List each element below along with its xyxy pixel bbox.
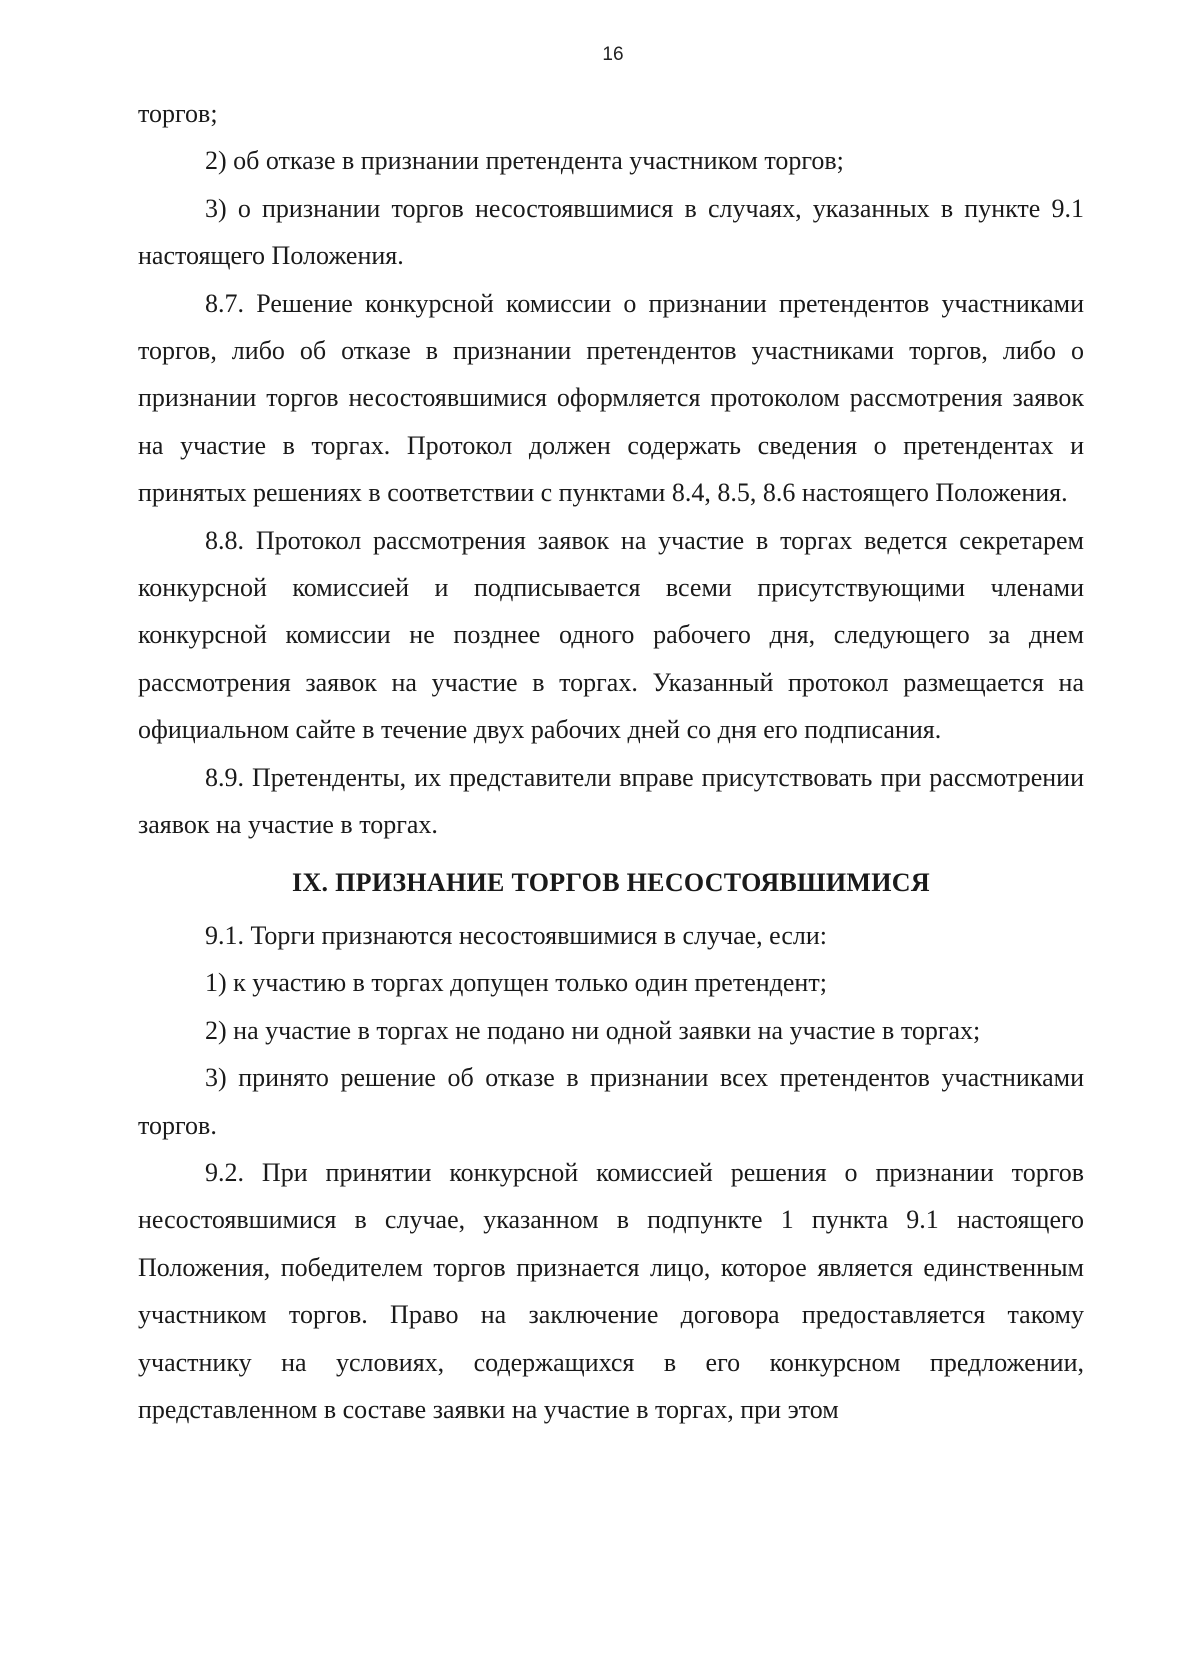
page-number: 16 [602, 44, 624, 65]
paragraph-item-8-6-3: 3) о признании торгов несостоявшимися в случаях, указанных в пункте 9.1 настоящего Положения. [138, 193, 1084, 271]
paragraph-item-9-1-1: 1) к участию в торгах допущен только один претендент; [205, 968, 827, 998]
paragraph-clause-9-2: 9.2. При принятии конкурсной комиссией решения о признании торгов несостоявшимися в случае, указанном в подпункте 1 пункта 9.1 настоящего Положения, победителем торгов признается лицо, которое является единственным участником торгов. Право на заключение договора предоставляется такому участнику на условиях, содержащихся в его конкурсном предложении, представленном в составе заявки на участие в торгах, при этом [138, 1157, 1084, 1424]
paragraph-item-9-1-2: 2) на участие в торгах не подано ни одной заявки на участие в торгах; [205, 1015, 981, 1045]
section-heading: IX. ПРИЗНАНИЕ ТОРГОВ НЕСОСТОЯВШИМИСЯ [292, 867, 930, 897]
paragraph-item-8-6-2: 2) об отказе в признании претендента участником торгов; [205, 146, 844, 176]
paragraph-continuation: торгов; [138, 99, 218, 128]
paragraph-clause-8-9: 8.9. Претенденты, их представители вправе присутствовать при рассмотрении заявок на участие в торгах. [138, 762, 1084, 840]
paragraph-item-9-1-3: 3) принято решение об отказе в признании всех претендентов участниками торгов. [138, 1063, 1084, 1140]
paragraph-clause-8-8: 8.8. Протокол рассмотрения заявок на участие в торгах ведется секретарем конкурсной комиссией и подписывается всеми присутствующими членами конкурсной комиссии не позднее одного рабочего дня, следующего за днем рассмотрения заявок на участие в торгах. Указанный протокол размещается на официальном сайте в течение двух рабочих дней со дня его подписания. [138, 525, 1084, 745]
paragraph-clause-8-7: 8.7. Решение конкурсной комиссии о признании претендентов участниками торгов, либо об отказе в признании претендентов участниками торгов, либо о признании торгов несостоявшимися оформляется протоколом рассмотрения заявок на участие в торгах. Протокол должен содержать сведения о претендентах и принятых решениях в соответствии с пунктами 8.4, 8.5, 8.6 настоящего Положения. [138, 288, 1084, 508]
document-body [138, 90, 1084, 1433]
paragraph-clause-9-1: 9.1. Торги признаются несостоявшимися в случае, если: [205, 920, 827, 950]
